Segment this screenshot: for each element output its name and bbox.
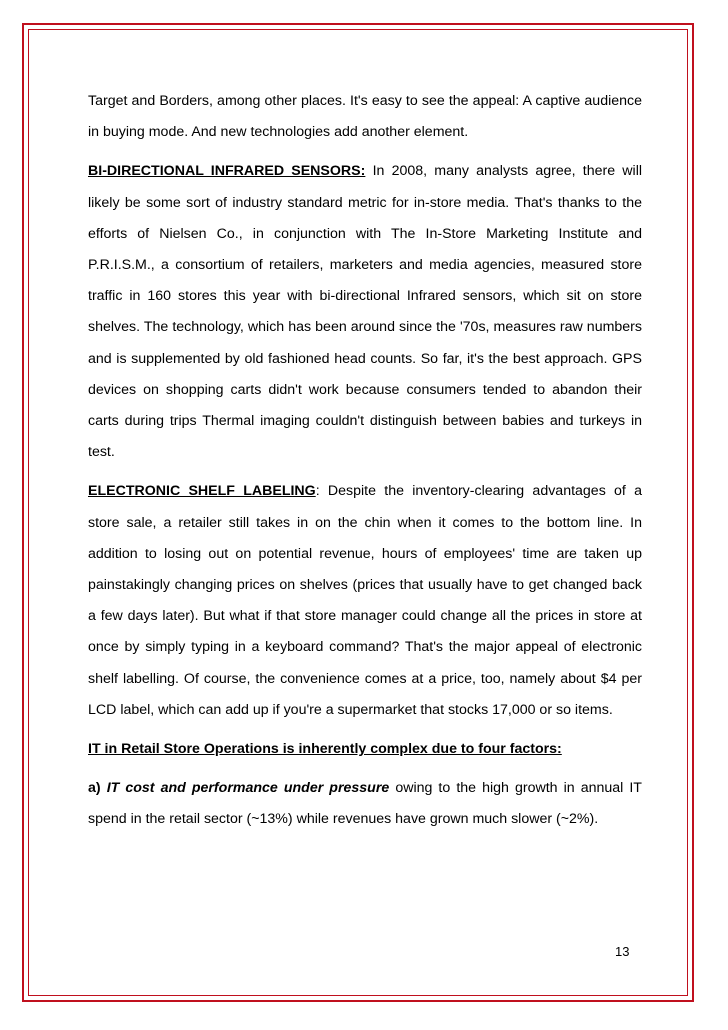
factor-a-paragraph [88, 773, 642, 835]
shelf-labeling-heading: ELECTRONIC SHELF LABELING [88, 483, 316, 500]
factor-a-title: IT cost and performance under pressure [106, 780, 390, 797]
page-number: 13 [615, 944, 630, 959]
factor-a-marker: a) [88, 780, 101, 797]
infrared-sensors-body: In 2008, many analysts agree, there will likely be some sort of industry standard metric for in-store media. That's thanks to the efforts of Nielsen Co., in conjunction with The In-Store Marketing Institute and P.R.I.S.M., a consortium of retailers, marketers and media agencies, measured store traffic in 160 stores this year with bi-directional Infrared sensors, which sit on store shelves. The technology, which has been around since the '70s, measures raw numbers and is supplemented by old fashioned head counts. So far, it's the best approach. GPS devices on shopping carts didn't work because consumers tended to abandon their carts during trips Thermal imaging couldn't distinguish between babies and turkeys in test. [88, 163, 642, 461]
factor-a-body: owing to the high growth in annual IT spend in the retail sector (~13%) while revenues have grown much slower (~2%). [88, 780, 642, 828]
shelf-labeling-paragraph [88, 476, 642, 726]
page-content [88, 86, 642, 836]
complexity-heading: IT in Retail Store Operations is inherently complex due to four factors: [88, 741, 562, 758]
intro-paragraph: Target and Borders, among other places. It's easy to see the appeal: A captive audience in buying mode. And new technologies add another element. [88, 93, 642, 141]
infrared-sensors-heading: BI-DIRECTIONAL INFRARED SENSORS: [88, 163, 366, 180]
infrared-sensors-paragraph [88, 156, 642, 468]
complexity-heading-paragraph [88, 734, 642, 765]
shelf-labeling-body: : Despite the inventory-clearing advantages of a store sale, a retailer still takes in on the chin when it comes to the bottom line. In addition to losing out on potential revenue, hours of employees' time are taken up painstakingly changing prices on shelves (prices that usually have to get changed back a few days later). But what if that store manager could change all the prices in store at once by simply typing in a keyboard command? That's the major appeal of electronic shelf labelling. Of course, the convenience comes at a price, too, namely about $4 per LCD label, which can add up if you're a supermarket that stocks 17,000 or so items. [88, 483, 642, 718]
